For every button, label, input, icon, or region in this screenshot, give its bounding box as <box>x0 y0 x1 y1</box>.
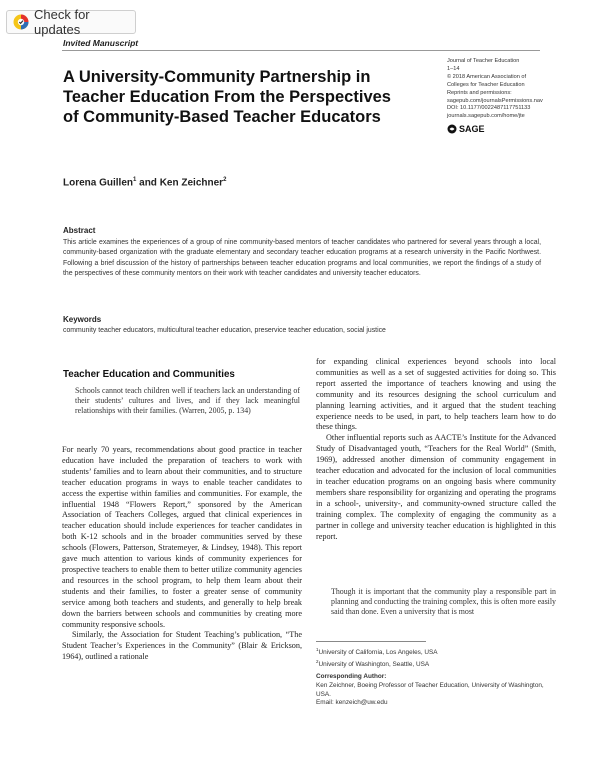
sage-logo-icon <box>447 124 457 134</box>
body-paragraph: Other influential reports such as AACTE’s Institute for the Advanced Study of Disadvantaged youth, “Teachers for the Real World” (Smith, 1969), addressed another dimension of community engagement in teacher education and advocated for the inclusion of local communities in teacher education programs on an ongoing basis where community members share responsibility for organizing and operating the programs in a school-, university-, and community-owned structure called the training complex. The complexity of engaging the community as a partner in college and university teacher education is highlighted in this report. <box>316 433 556 541</box>
author-1: Lorena Guillen <box>63 177 134 189</box>
corresponding-author-email[interactable]: Email: kenzeich@uw.edu <box>316 699 388 707</box>
affiliation-2-marker: 2 <box>316 658 319 664</box>
body-paragraph: For nearly 70 years, recommendations about good practice in teacher education have included the preparation of teachers to work with students’ families and to learn about their communities, and to structure teacher education programs in ways to enable teacher candidates to access the expertise within families and communities. For example, the influential 1948 “Flowers Report,” sponsored by the American Association of Teachers Colleges, argued that clinical experiences in teacher education should include experiences for teacher candidates in both K-12 schools and in the broader communities served by these schools (Flowers, Patterson, Stratemeyer, & Lindsey, 1948). This report gave much attention to various kinds of community experiences for prospective teachers to enable them to better utilize community agencies and resources in the school program, to help them learn about their students and their families, to foster a greater sense of community service among both teachers and students, and generally to help break down the barriers between schools and communities by creating more community responsive schools. <box>62 445 302 629</box>
right-column <box>316 357 556 542</box>
journal-name: Journal of Teacher Education <box>447 58 520 64</box>
author-1-affiliation: 1 <box>133 177 137 183</box>
footnotes <box>316 646 544 708</box>
reprints-label: Reprints and permissions: <box>447 89 512 96</box>
manuscript-type: Invited Manuscript <box>63 38 139 48</box>
affiliation-2 <box>316 658 544 670</box>
copyright-line-1: © 2018 American Association of <box>447 73 527 80</box>
doi-link[interactable]: DOI: 10.1177/0022487117751133 <box>447 105 531 112</box>
journal-home-link[interactable]: journals.sagepub.com/home/jte <box>447 113 525 120</box>
epigraph-quote: Schools cannot teach children well if teachers lack an understanding of their students’ cultures and lives, and if they lack meaningful relationships with their families. (Warren, 2005, p. 134) <box>75 386 300 416</box>
section-heading: Teacher Education and Communities <box>63 369 235 380</box>
affiliation-2-text: University of Washington, Seattle, USA <box>318 660 430 668</box>
keywords-text: community teacher educators, multicultural teacher education, preservice teacher education, social justice <box>63 327 386 334</box>
abstract-heading: Abstract <box>63 226 96 235</box>
footnote-rule <box>316 641 426 642</box>
header-rule <box>62 50 540 51</box>
author-line <box>63 177 226 188</box>
author-separator: and <box>136 177 160 189</box>
corresponding-author-name: Ken Zeichner, Boeing Professor of Teacher Education, University of Washington, USA. <box>316 682 544 698</box>
affiliation-1-marker: 1 <box>316 647 319 652</box>
body-paragraph: for expanding clinical experiences beyond schools into local communities as well as a set of suggested activities for doing so. This report asserted the importance of teachers knowing and using the community and its resources designing the school curriculum and planning learning activities, and it argued that the student teaching experience needs to be used, in part, to help teachers learn how to do these things. <box>316 357 556 432</box>
badge-label: Check for updates <box>34 7 90 37</box>
affiliation-1-text: University of California, Los Angeles, USA <box>318 649 438 657</box>
article-title: A University-Community Partnership in Teacher Education From the Perspectives of Community-Based Teacher Educators <box>63 68 391 126</box>
author-2: Ken Zeichner <box>159 177 224 189</box>
left-column <box>62 445 302 663</box>
body-paragraph: Similarly, the Association for Student Teaching’s publication, “The Student Teacher’s Experiences in the Community” (Blair & Erickson, 1964), outlined a rationale <box>62 630 302 662</box>
publisher-name: SAGE <box>459 124 485 134</box>
page-range: 1–14 <box>447 65 460 72</box>
permissions-link[interactable]: sagepub.com/journalsPermissions.nav <box>447 97 543 104</box>
affiliation-1 <box>316 646 544 658</box>
crossmark-icon <box>13 14 29 30</box>
abstract-text: This article examines the experiences of a group of nine community-based mentors of teacher candidates who partnered for several years through a local, community-based organization with the graduate elementary and secondary teacher education programs at a research university in the Pacific Northwest. Following a brief discussion of the history of partnerships between teacher education programs and local communities, we report the findings of a study of the perspectives of these community mentors on their work with teacher candidates and university teacher educators. <box>63 239 541 278</box>
publisher-logo <box>447 124 485 134</box>
keywords-heading: Keywords <box>63 315 102 324</box>
journal-info <box>447 58 547 121</box>
author-2-affiliation: 2 <box>223 177 227 183</box>
corresponding-author-heading: Corresponding Author: <box>316 673 387 681</box>
copyright-line-2: Colleges for Teacher Education <box>447 81 525 88</box>
check-for-updates-badge[interactable] <box>6 7 136 37</box>
block-quote: Though it is important that the community play a responsible part in planning and conducting the training complex, this is often more easily said than done. Even a university that is most <box>331 587 556 617</box>
